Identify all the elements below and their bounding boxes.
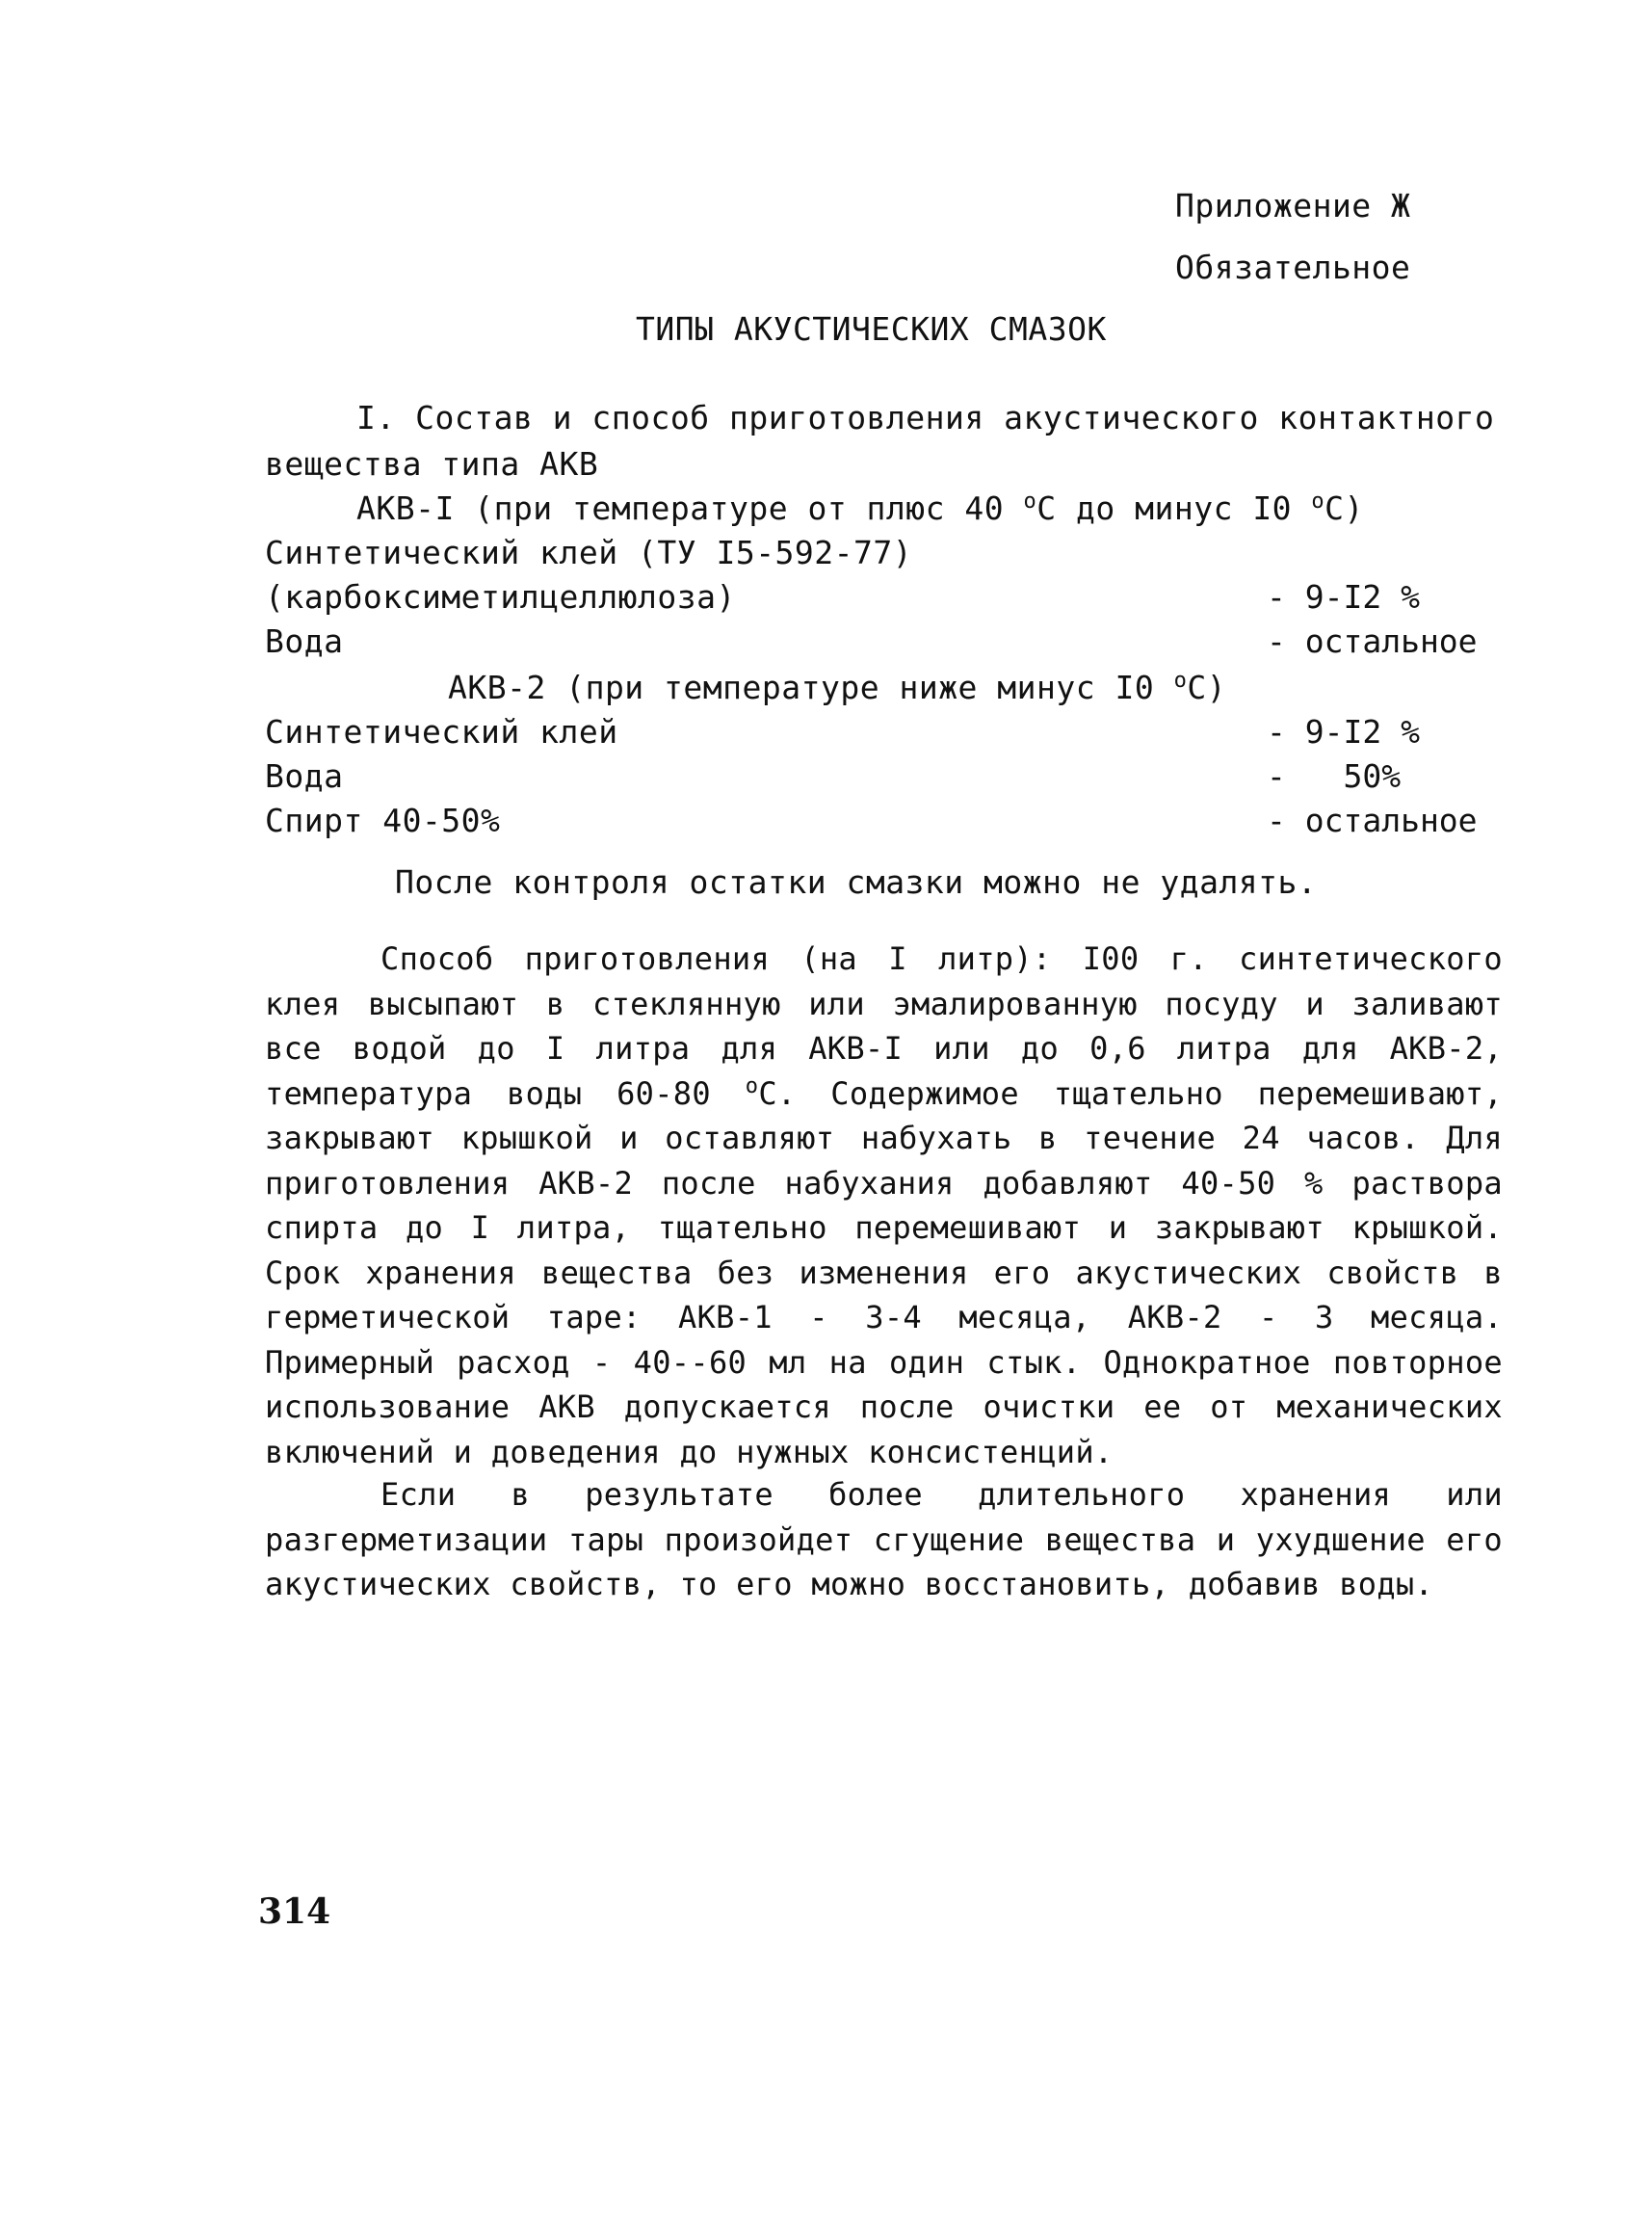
akv2-row-name: Вода [265, 757, 344, 795]
akv2-title-pre: АКВ-2 (при температуре ниже минус I0 [448, 669, 1174, 706]
akv2-row-value: - 50% [1267, 757, 1402, 795]
akv1-title-mid: до минус I0 [1056, 489, 1312, 527]
akv2-title-post: ) [1206, 669, 1227, 706]
akv1-row-value: - 9-I2 % [1267, 578, 1420, 616]
akv2-row-value: - остальное [1267, 802, 1478, 839]
degree-mark: о [745, 1073, 759, 1098]
akv1-title-post: ) [1344, 489, 1364, 527]
appendix-label: Приложение Ж [1175, 187, 1411, 225]
preparation-paragraph [265, 937, 1503, 1474]
akv1-row-name: Синтетический клей (ТУ I5-592-77) [265, 534, 913, 571]
note-text: После контроля остатки смазки можно не удалять. [395, 863, 1318, 901]
status-label: Обязательное [1175, 249, 1411, 286]
degree-unit: С [1324, 489, 1345, 527]
degree-unit: С [1187, 669, 1207, 706]
akv2-title [448, 669, 1226, 707]
akv1-row-value: - остальное [1267, 622, 1478, 660]
section-heading-line2: вещества типа АКВ [265, 445, 599, 483]
page-number: 314 [258, 1891, 331, 1932]
section-heading-line1: I. Состав и способ приготовления акустического контактного [356, 399, 1495, 436]
preparation-text-pre: Способ приготовления (на I литр): I00 г. синтетического клея высыпают в стеклянную или эмалированную посуду и заливают все водой до I литра для АКВ-I или до 0,6 литра для АКВ-2, температура воды 60-80 [265, 940, 1503, 1112]
akv2-row-value: - 9-I2 % [1267, 713, 1420, 751]
degree-mark: о [1023, 489, 1037, 514]
akv1-row-name: Вода [265, 622, 344, 660]
akv1-title-pre: АКВ-I (при температуре от плюс 40 [356, 489, 1024, 527]
degree-mark: о [1311, 489, 1325, 514]
akv1-title [356, 489, 1364, 528]
page-title: ТИПЫ АКУСТИЧЕСКИХ СМАЗОК [636, 310, 1107, 348]
storage-paragraph: Если в результате более длительного хранения или разгерметизации тары произойдет сгущение вещества и ухудшение его акустических свойств, то его можно восстановить, добавив воды. [265, 1476, 1503, 1602]
akv2-row-name: Синтетический клей [265, 713, 618, 751]
preparation-text-post: С. Содержимое тщательно перемешивают, закрывают крышкой и оставляют набухать в течение 24 часов. Для приготовления АКВ-2 после набухания добавляют 40-50 % раствора спирта до I литра, тщательно перемешивают и закрывают крышкой. Срок хранения вещества без изменения его акустических свойств в герметической таре: АКВ-1 - 3-4 месяца, АКВ-2 - 3 месяца. Примерный расход - 40--60 мл на один стык. Однократное повторное использование АКВ допускается после очистки ее от механических включений и доведения до нужных консистенций. [265, 1074, 1503, 1470]
degree-unit: С [1036, 489, 1057, 527]
degree-mark: о [1173, 669, 1188, 693]
akv1-row-name: (карбоксиметилцеллюлоза) [265, 578, 736, 616]
akv2-row-name: Спирт 40-50% [265, 802, 501, 839]
